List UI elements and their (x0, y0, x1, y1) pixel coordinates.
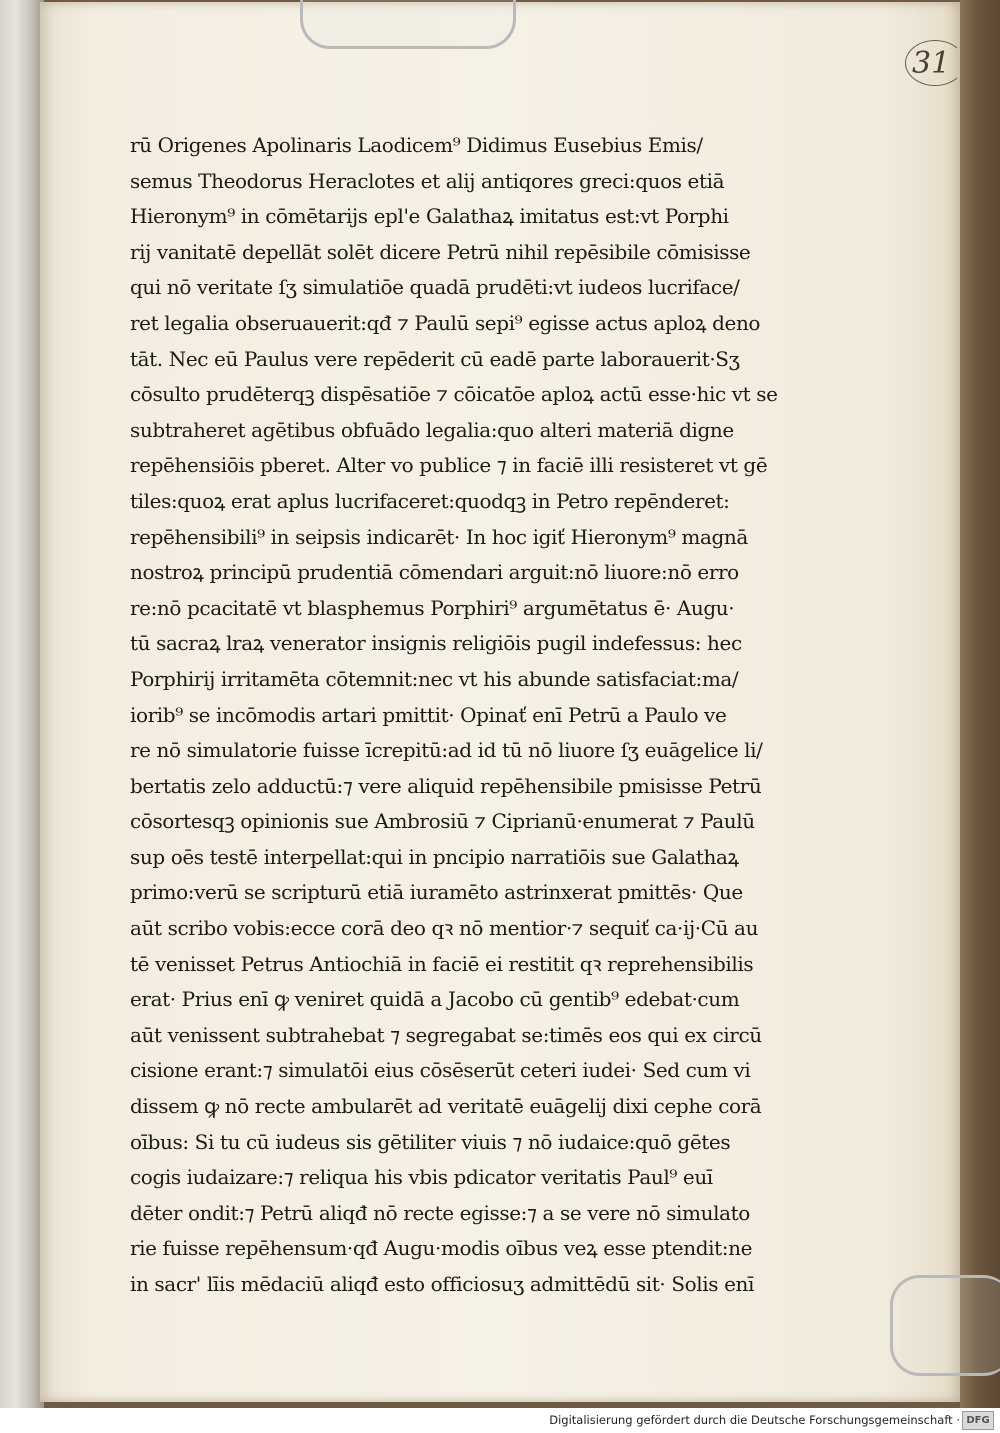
text-line: qui nō veritate ſʒ simulatiōe quadā prudēti:vt iudeos lucriface/ (130, 275, 740, 300)
text-line: oībus: Si tu cū iudeus sis gētiliter viuis ⁊ nō iudaice:quō gētes (130, 1129, 731, 1154)
dfg-logo: DFG (962, 1411, 994, 1430)
text-line: subtraheret agētibus obfuādo legalia:quo alteri materiā digne (130, 417, 734, 442)
text-line: aūt scribo vobis:ecce corā deo qꝛ nō mentior·⁊ sequiť ca·ij·Cū au (130, 916, 759, 941)
text-line: dēter ondit:⁊ Petrū aliqđ nō recte egisse:⁊ a se vere nō simulato (130, 1200, 750, 1225)
cover-board (960, 0, 1000, 1408)
text-line: sup oēs testē interpellat:qui in pncipio narratiōis sue Galathaꝝ (130, 844, 739, 869)
text-line: re:nō pcacitatē vt blasphemus Porphiri⁹ argumētatus ē· Augu· (130, 595, 735, 620)
text-line: rie fuisse repēhensum·qđ Augu·modis oībus veꝝ esse ptendit:ne (130, 1236, 753, 1261)
text-line: cōsulto prudēterqꝫ dispēsatiōe ⁊ cōicatōe aploꝝ actū esse·hic vt se (130, 382, 778, 407)
text-line: ret legalia obseruauerit:qđ ⁊ Paulū sepi⁹ egisse actus aploꝝ deno (130, 310, 761, 335)
text-line: erat· Prius enī ꝙ veniret quidā a Jacobo cū gentib⁹ edebat·cum (130, 987, 740, 1012)
text-block (130, 128, 780, 1303)
text-line: cogis iudaizare:⁊ reliqua his vbis pdicator veritatis Paul⁹ euī (130, 1165, 713, 1190)
text-line: Hieronym⁹ in cōmētarijs epl'e Galathaꝝ imitatus est:vt Porphi (130, 204, 729, 229)
text-line: Porphirij irritamēta cōtemnit:nec vt his abunde satisfaciat:ma/ (130, 666, 739, 691)
text-line: rij vanitatē depellāt solēt dicere Petrū nihil repēsibile cōmisisse (130, 239, 751, 264)
folio-number: 31 (912, 46, 951, 81)
text-line: repēhensibili⁹ in seipsis indicarēt· In hoc igiť Hieronym⁹ magnā (130, 524, 748, 549)
footer (0, 1408, 1000, 1433)
text-line: nostroꝝ principū prudentiā cōmendari arguit:nō liuore:nō erro (130, 560, 739, 585)
text-line: tāt. Nec eū Paulus vere repēderit cū eadē parte laborauerit·Sʒ (130, 346, 740, 371)
text-line: cōsortesqꝫ opinionis sue Ambrosiū ⁊ Ciprianū·enumerat ⁊ Paulū (130, 809, 755, 834)
text-line: cisione erant:⁊ simulatōi eius cōsēserūt ceteri iudei· Sed cum vi (130, 1058, 751, 1083)
text-line: bertatis zelo adductū:⁊ vere aliquid repēhensibile pmisisse Petrū (130, 773, 762, 798)
text-line: iorib⁹ se incōmodis artari pmittit· Opinať enī Petrū a Paulo ve (130, 702, 727, 727)
text-line: tū sacraꝝ lraꝝ venerator insignis religiōis pugil indefessus: hec (130, 631, 742, 656)
text-line: repēhensiōis pberet. Alter vo publice ⁊ in faciē illi resisteret vt gē (130, 453, 768, 478)
text-line: dissem ꝙ nō recte ambularēt ad veritatē euāgelij dixi cephe corā (130, 1094, 762, 1119)
text-line: in sacr' līis mēdaciū aliqđ esto officiosuʒ admittēdū sit· Solis enī (130, 1272, 755, 1296)
paper-clip-bottom (890, 1275, 1000, 1376)
text-line: aūt venissent subtrahebat ⁊ segregabat se:timēs eos qui ex circū (130, 1022, 762, 1047)
text-line: re nō simulatorie fuisse īcrepitū:ad id tū nō liuore ſʒ euāgelice li/ (130, 738, 763, 763)
text-line: tiles:quoꝝ erat aplus lucrifaceret:quodqꝫ in Petro repēnderet: (130, 488, 730, 513)
footer-credit: Digitalisierung gefördert durch die Deutsche Forschungsgemeinschaft · (549, 1413, 960, 1427)
text-line: semus Theodorus Heraclotes et alij antiqores greci:quos etiā (130, 168, 725, 193)
text-line: primo:verū se scripturū etiā iuramēto astrinxerat pmittēs· Que (130, 880, 743, 905)
text-line: rū Origenes Apolinaris Laodicem⁹ Didimus Eusebius Emis/ (130, 133, 703, 157)
paper-clip-top (300, 0, 516, 49)
text-line: tē venisset Petrus Antiochiā in faciē ei restitit qꝛ reprehensibilis (130, 951, 754, 976)
binding-edge (0, 0, 44, 1408)
